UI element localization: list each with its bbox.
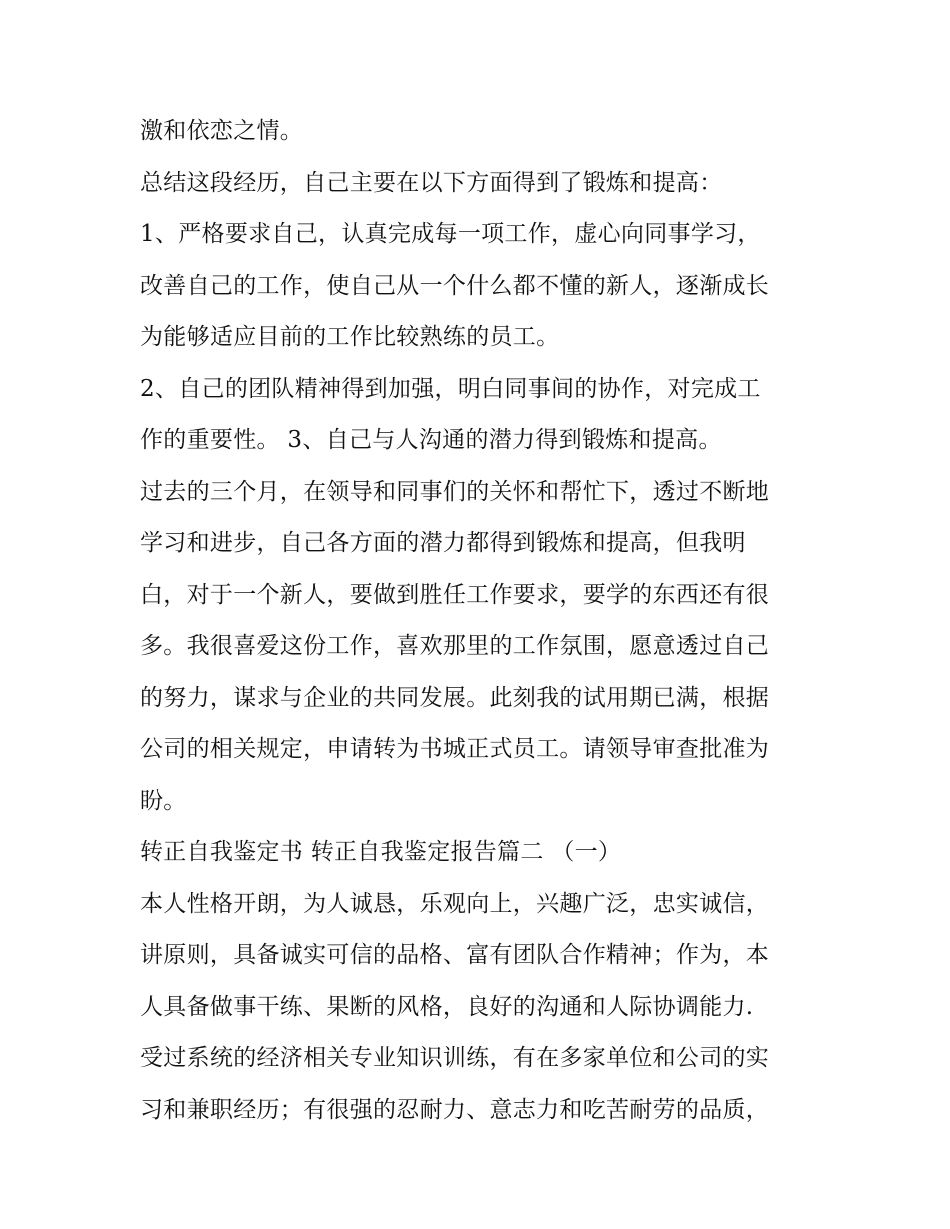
text-line: 人具备做事干练、果断的风格，良好的沟通和人际协调能力. xyxy=(140,993,754,1020)
text-line: 激和依恋之情。 xyxy=(140,118,304,144)
text-line: 讲原则，具备诚实可信的品格、富有团队合作精神；作为，本 xyxy=(140,942,770,968)
text-line: 为能够适应目前的工作比较熟练的员工。 xyxy=(140,324,560,350)
text-line: 多。我很喜爱这份工作，喜欢那里的工作氛围，愿意透过自己 xyxy=(140,633,770,659)
document-body xyxy=(140,106,820,1136)
text-line: 改善自己的工作，使自己从一个什么都不懂的新人，逐渐成长 xyxy=(140,272,770,299)
text-line: 受过系统的经济相关专业知识训练，有在多家单位和公司的实 xyxy=(140,1045,770,1071)
text-line: 总结这段经历，自己主要在以下方面得到了锻炼和提高： xyxy=(140,169,723,196)
text-line: 习和兼职经历；有很强的忍耐力、意志力和吃苦耐劳的品质， xyxy=(140,1096,770,1123)
text-line: 作的重要性。 3、自己与人沟通的潜力得到锻炼和提高。 xyxy=(140,427,722,453)
text-line: 盼。 xyxy=(140,787,187,814)
text-line: 的努力，谋求与企业的共同发展。此刻我的试用期已满，根据 xyxy=(140,684,770,711)
section-heading: 转正自我鉴定书 转正自我鉴定报告篇二 （一） xyxy=(140,839,622,865)
text-line: 2、自己的团队精神得到加强，明白同事间的协作，对完成工 xyxy=(140,375,761,402)
text-line: 学习和进步，自己各方面的潜力都得到锻炼和提高，但我明 xyxy=(140,530,746,556)
text-line: 过去的三个月，在领导和同事们的关怀和帮忙下，透过不断地 xyxy=(140,478,770,505)
text-line: 白，对于一个新人，要做到胜任工作要求，要学的东西还有很 xyxy=(140,581,770,608)
text-line: 公司的相关规定，申请转为书城正式员工。请领导审查批准为 xyxy=(140,736,770,762)
text-line: 1、严格要求自己，认真完成每一项工作，虚心向同事学习， xyxy=(140,221,761,247)
text-line: 本人性格开朗，为人诚恳，乐观向上，兴趣广泛，忠实诚信， xyxy=(140,890,770,917)
